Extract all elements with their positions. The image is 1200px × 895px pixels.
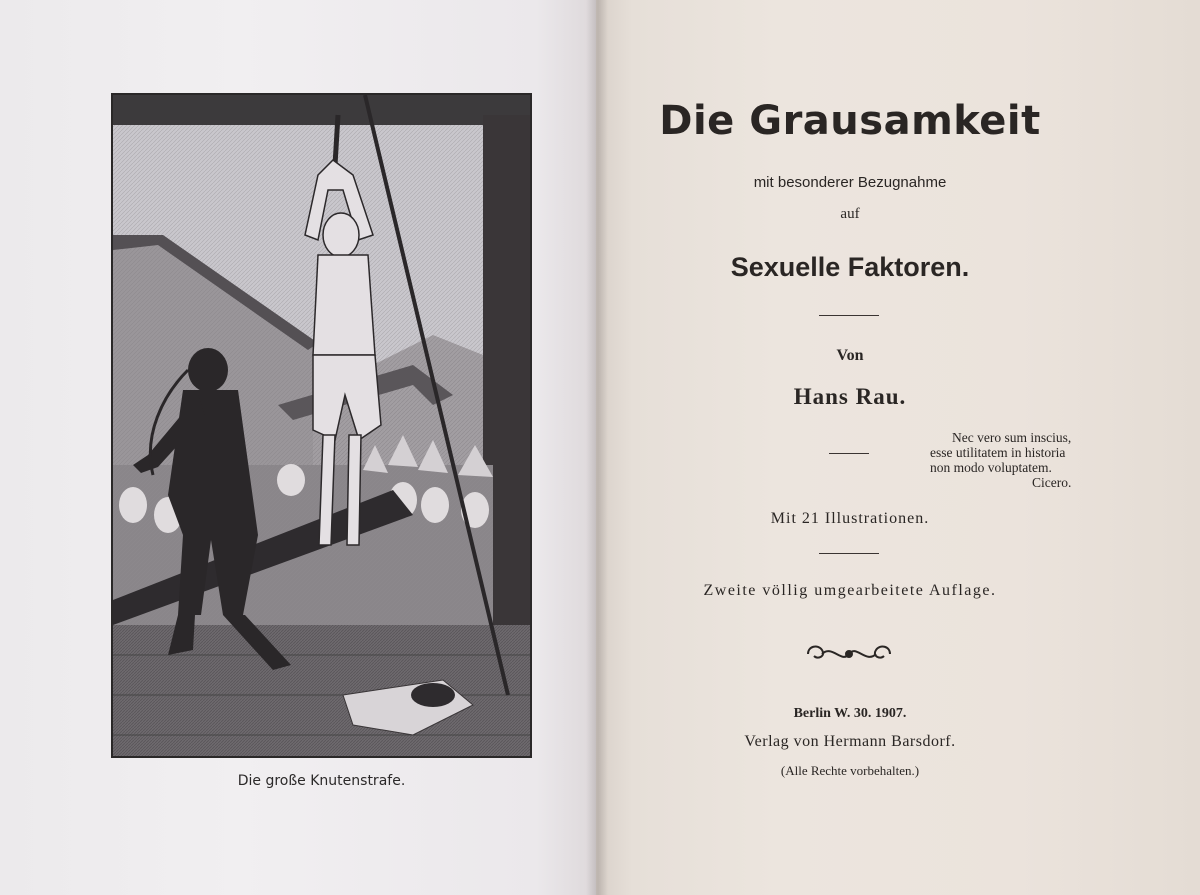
epigraph-line-1: Nec vero sum inscius, xyxy=(952,430,1072,445)
epigraph-line-2: esse utilitatem in historia xyxy=(930,445,1066,460)
engraving-illustration xyxy=(111,93,532,758)
book-title: Die Grausamkeit xyxy=(659,98,1041,144)
imprint-publisher: Verlag von Hermann Barsdorf. xyxy=(744,733,956,750)
author-name: Hans Rau. xyxy=(793,384,907,409)
imprint-place-date: Berlin W. 30. 1907. xyxy=(793,706,907,721)
subtitle-line-1: mit besonderer Bezugnahme xyxy=(753,174,947,191)
by-label: Von xyxy=(836,347,864,364)
imprint-rights: (Alle Rechte vorbehalten.) xyxy=(780,763,920,778)
epigraph xyxy=(930,430,1130,490)
epigraph-attribution: Cicero. xyxy=(1032,475,1072,490)
subtitle-line-2: auf xyxy=(840,206,860,222)
epigraph-line-3: non modo voluptatem. xyxy=(930,460,1052,475)
illustration-caption: Die große Knutenstrafe. xyxy=(237,773,406,789)
subtitle-line-3: Sexuelle Faktoren. xyxy=(730,252,970,282)
divider-rule-1 xyxy=(819,315,879,316)
engraving-drawing xyxy=(113,95,530,756)
illustrations-note: Mit 21 Illustrationen. xyxy=(770,510,930,527)
edition-note: Zweite völlig umgearbeitete Auflage. xyxy=(703,582,997,599)
divider-rule-2 xyxy=(829,453,869,454)
divider-rule-3 xyxy=(819,553,879,554)
ornament-flourish-icon xyxy=(804,640,894,668)
